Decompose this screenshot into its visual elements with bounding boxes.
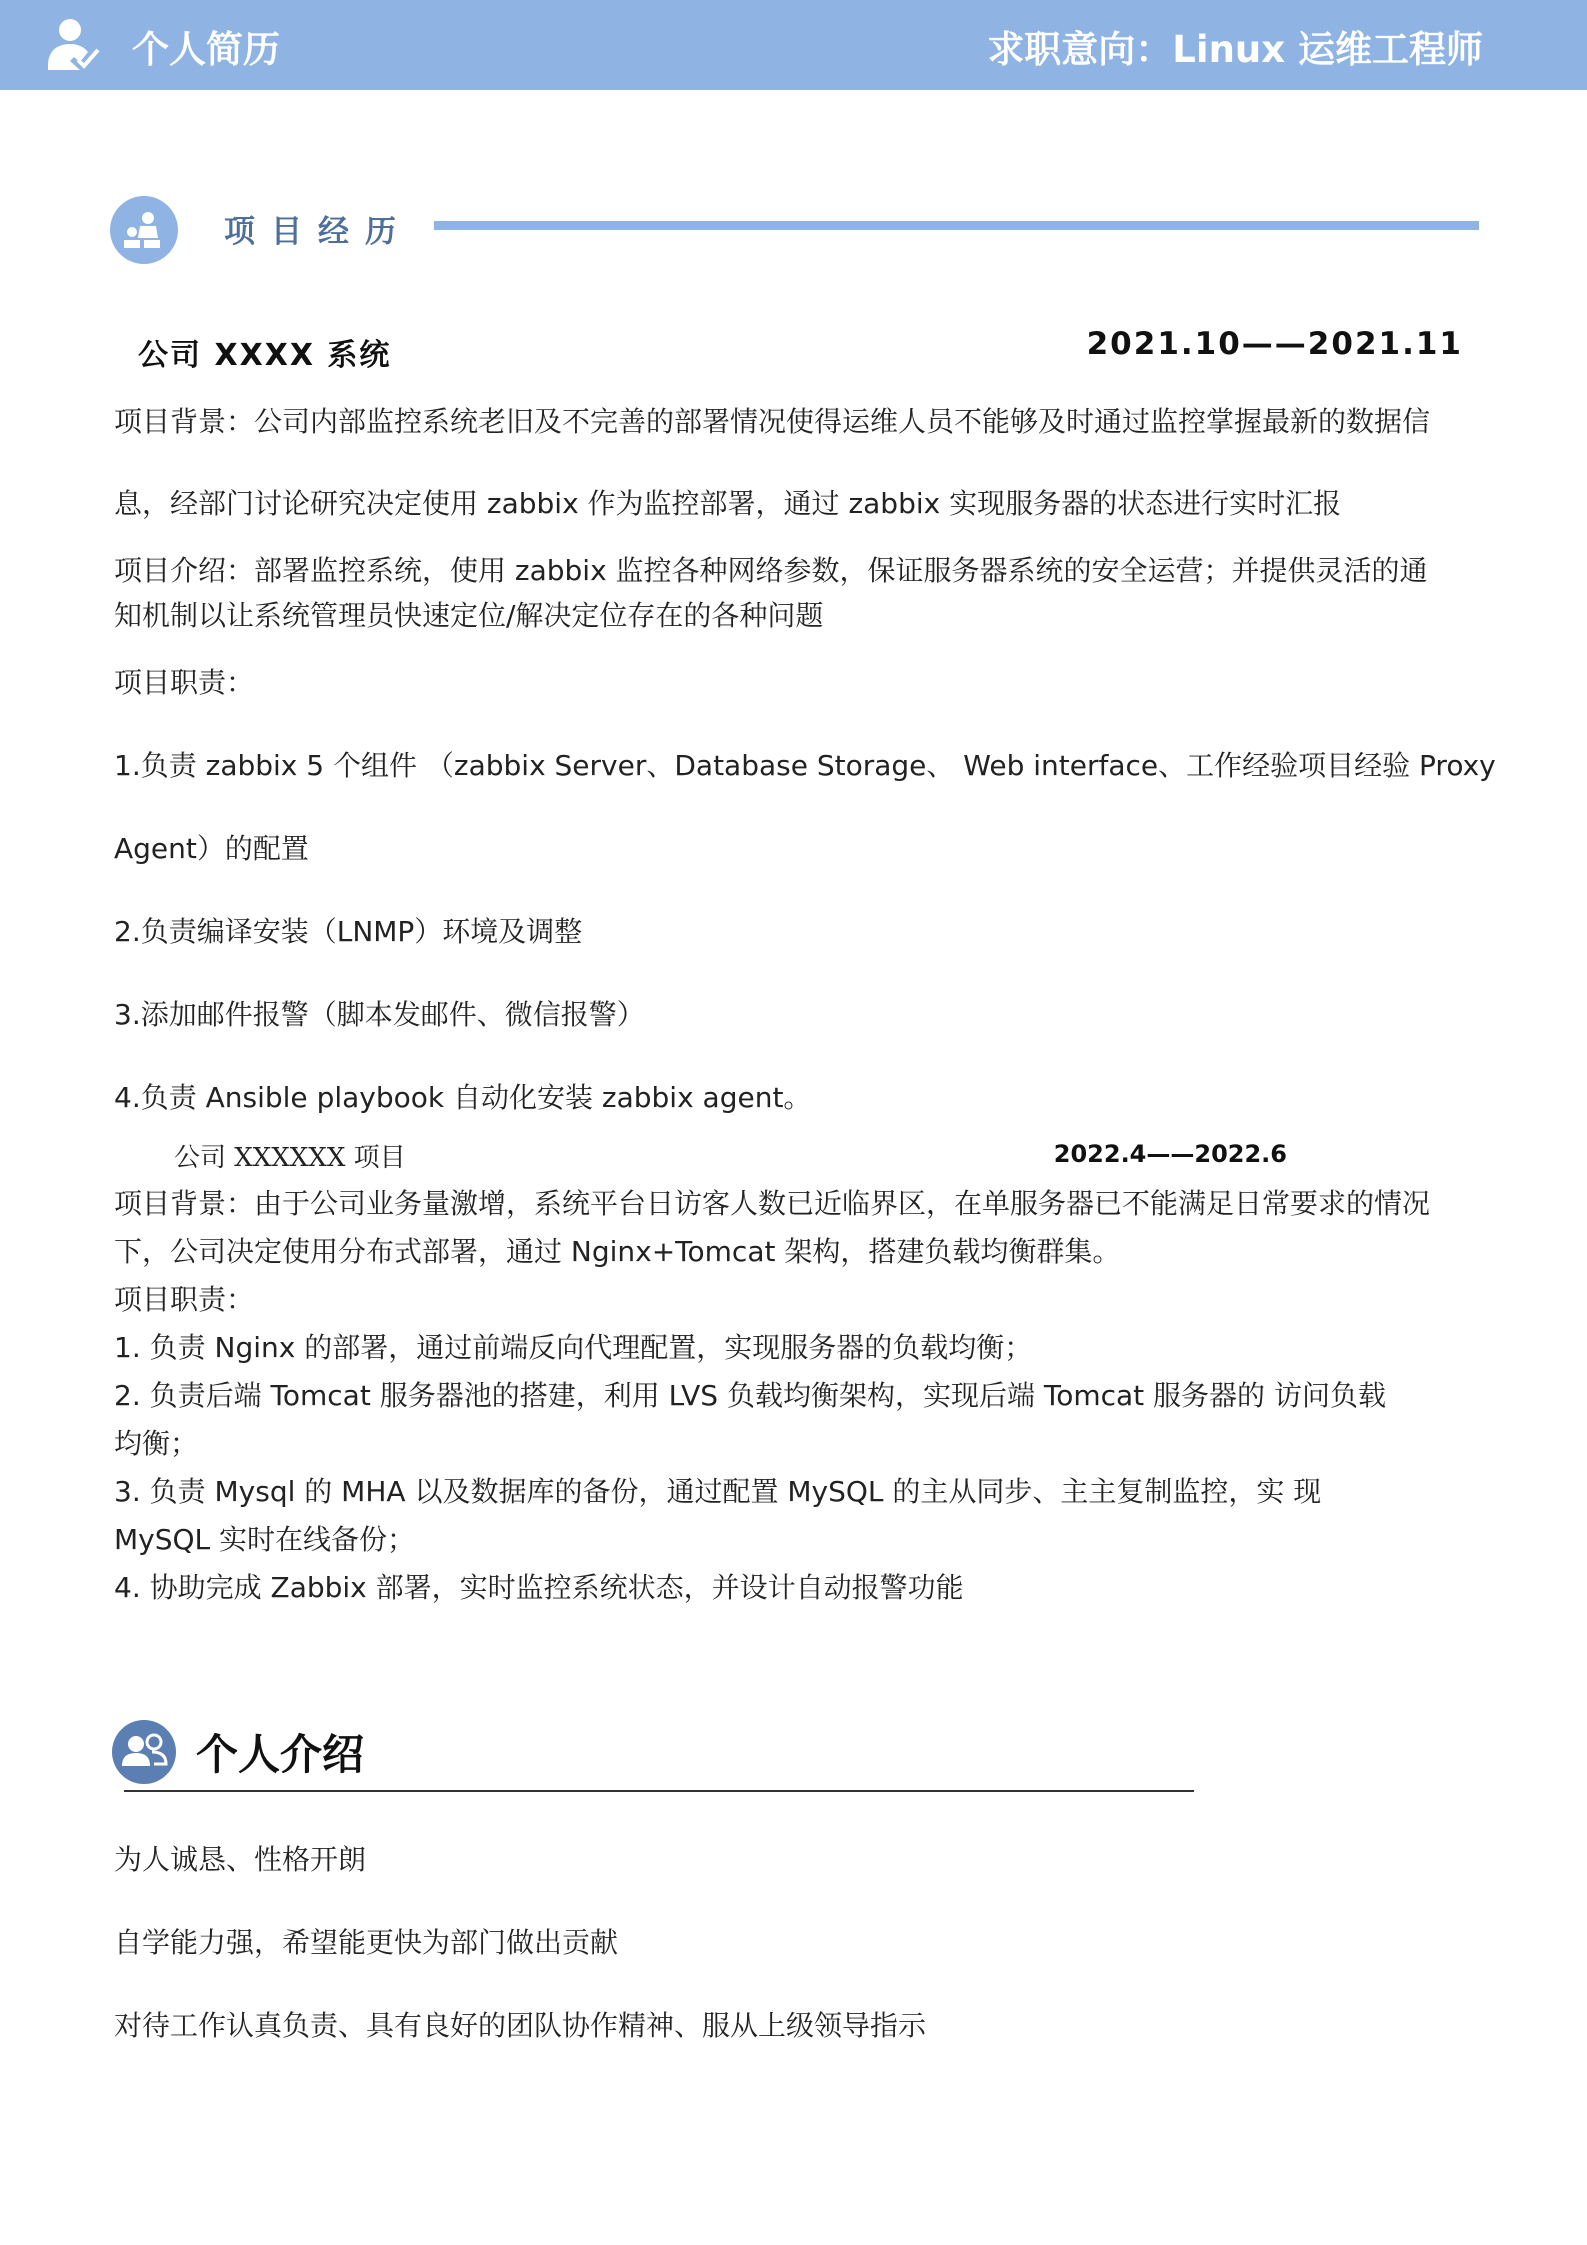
- intro-line: 自学能力强，希望能更快为部门做出贡献: [114, 1926, 619, 1959]
- project-2-line: 均衡；: [114, 1427, 199, 1460]
- project-1-line: 项目介绍：部署监控系统，使用 zabbix 监控各种网络参数，保证服务器系统的安全运营；并提供灵活的通: [114, 554, 1428, 587]
- section-title-projects: 项目经历: [224, 214, 412, 250]
- project-1-line: 2.负责编译安装（LNMP）环境及调整: [114, 915, 583, 948]
- project-2-line: 项目职责：: [114, 1283, 255, 1316]
- project-1-name: 公司 XXXX 系统: [138, 338, 392, 373]
- section-title-intro: 个人介绍: [196, 1730, 365, 1779]
- project-1-line: 1.负责 zabbix 5 个组件 （zabbix Server、Database Storage、 Web interface、工作经验项目经验 Proxy: [114, 749, 1496, 782]
- project-2-line: 4. 协助完成 Zabbix 部署，实时监控系统状态，并设计自动报警功能: [114, 1571, 964, 1604]
- project-2-name: 公司 XXXXXX 项目: [174, 1143, 406, 1173]
- header-bar: [0, 0, 1587, 90]
- job-objective: 求职意向：Linux 运维工程师: [987, 28, 1483, 71]
- project-2-line: MySQL 实时在线备份；: [114, 1523, 416, 1556]
- user-check-icon: [44, 14, 104, 74]
- intro-section-icon: [112, 1720, 176, 1784]
- people-icon: [112, 1720, 176, 1784]
- project-1-line: 知机制以让系统管理员快速定位/解决定位存在的各种问题: [114, 599, 824, 632]
- project-2-line: 1. 负责 Nginx 的部署，通过前端反向代理配置，实现服务器的负载均衡；: [114, 1331, 1033, 1364]
- project-2-line: 下，公司决定使用分布式部署，通过 Nginx+Tomcat 架构，搭建负载均衡群集。: [114, 1235, 1121, 1268]
- section-divider: [434, 221, 1479, 230]
- project-2-line: 3. 负责 Mysql 的 MHA 以及数据库的备份，通过配置 MySQL 的主从同步、主主复制监控，实 现: [114, 1475, 1322, 1508]
- project-1-line: 项目职责：: [114, 666, 255, 699]
- intro-line: 对待工作认真负责、具有良好的团队协作精神、服从上级领导指示: [114, 2009, 927, 2042]
- intro-divider: [124, 1790, 1194, 1792]
- project-section-icon: [110, 196, 178, 264]
- resume-title: 个人简历: [132, 28, 280, 71]
- project-2-line: 2. 负责后端 Tomcat 服务器池的搭建，利用 LVS 负载均衡架构，实现后端 Tomcat 服务器的 访问负载: [114, 1379, 1386, 1412]
- project-1-line: 项目背景：公司内部监控系统老旧及不完善的部署情况使得运维人员不能够及时通过监控掌握最新的数据信: [114, 405, 1431, 438]
- people-group-icon: [110, 196, 178, 264]
- project-1-date: 2021.10——2021.11: [1086, 326, 1463, 362]
- project-1-line: 3.添加邮件报警（脚本发邮件、微信报警）: [114, 998, 645, 1031]
- project-1-line: 4.负责 Ansible playbook 自动化安装 zabbix agent。: [114, 1081, 812, 1114]
- project-2-line: 项目背景：由于公司业务量激增，系统平台日访客人数已近临界区，在单服务器已不能满足日常要求的情况: [114, 1187, 1431, 1220]
- project-2-date: 2022.4——2022.6: [1053, 1140, 1287, 1168]
- project-1-line: Agent）的配置: [114, 832, 309, 865]
- project-1-line: 息，经部门讨论研究决定使用 zabbix 作为监控部署，通过 zabbix 实现服务器的状态进行实时汇报: [114, 487, 1342, 520]
- intro-line: 为人诚恳、性格开朗: [114, 1843, 367, 1876]
